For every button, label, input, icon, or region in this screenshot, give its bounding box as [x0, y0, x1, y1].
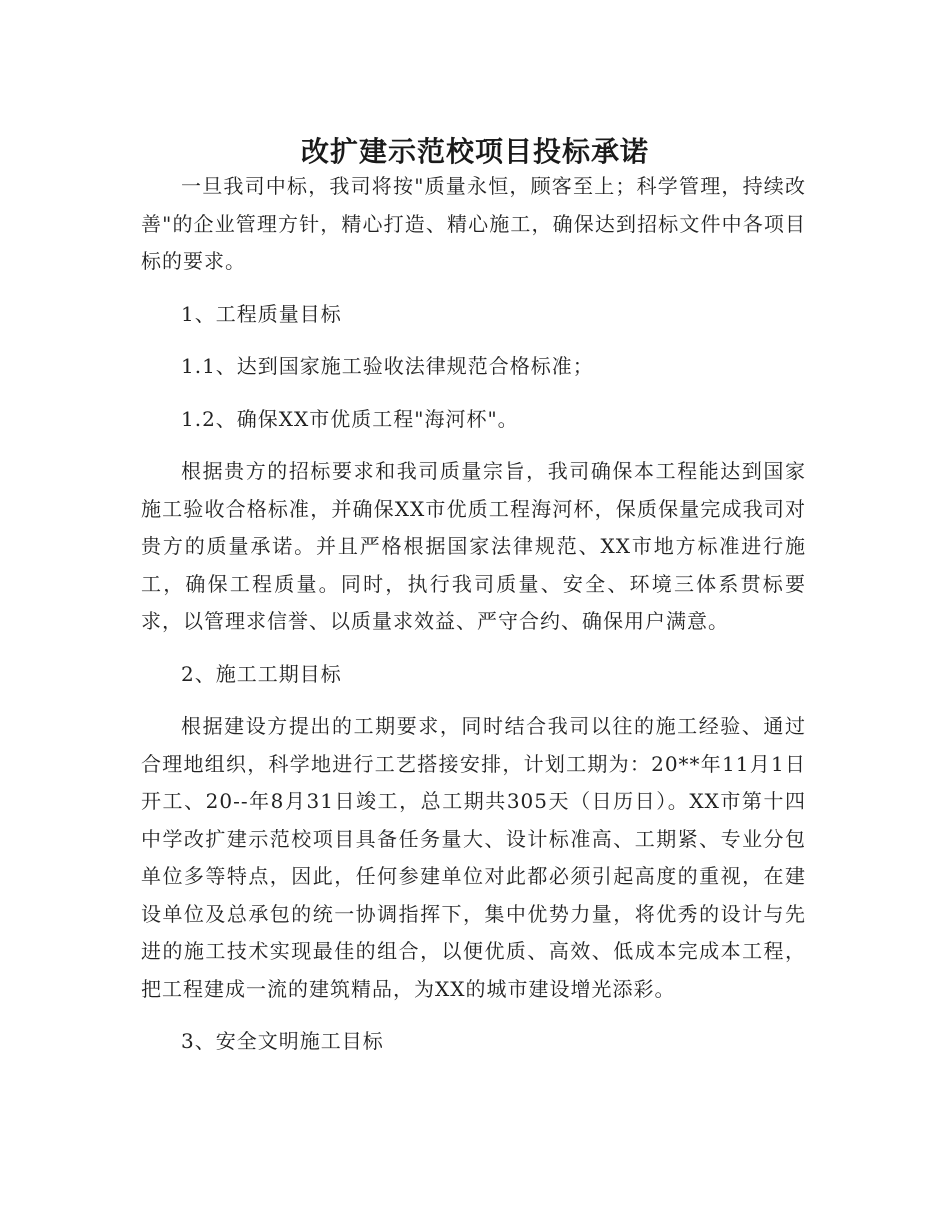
document-title: 改扩建示范校项目投标承诺 [300, 134, 649, 168]
schedule-paragraph: 根据建设方提出的工期要求，同时结合我司以往的施工经验、通过合理地组织，科学地进行工艺搭接安排，计划工期为：20**年11月1日开工、20--年8月31日竣工，总工期共305天（日历日）。XX市第十四中学改扩建示范校项目具备任务量大、设计标准高、工期紧、专业分包单位多等特点，因此，任何参建单位对此都必须引起高度的重视，在建设单位及总承包的统一协调指挥下，集中优势力量，将优秀的设计与先进的施工技术实现最佳的组合，以便优质、高效、低成本完成本工程，把工程建成一流的建筑精品，为XX的城市建设增光添彩。 [141, 714, 806, 1001]
quality-item-1-2: 1.2、确保XX市优质工程"海河杯"。 [181, 406, 519, 431]
section-heading-safety: 3、安全文明施工目标 [181, 1029, 384, 1053]
document-body [141, 168, 806, 1061]
quality-item-1-1: 1.1、达到国家施工验收法律规范合格标准； [181, 354, 594, 378]
section-heading-quality: 1、工程质量目标 [181, 301, 342, 326]
section-heading-schedule: 2、施工工期目标 [181, 661, 342, 686]
intro-paragraph: 一旦我司中标，我司将按"质量永恒，顾客至上；科学管理，持续改善"的企业管理方针，精心打造、精心施工，确保达到招标文件中各项目标的要求。 [141, 174, 806, 273]
quality-paragraph: 根据贵方的招标要求和我司质量宗旨，我司确保本工程能达到国家施工验收合格标准，并确保XX市优质工程海河杯，保质保量完成我司对贵方的质量承诺。并且严格根据国家法律规范、XX市地方标准进行施工，确保工程质量。同时，执行我司质量、安全、环境三体系贯标要求，以管理求信誉、以质量求效益、严守合约、确保用户满意。 [141, 459, 806, 633]
